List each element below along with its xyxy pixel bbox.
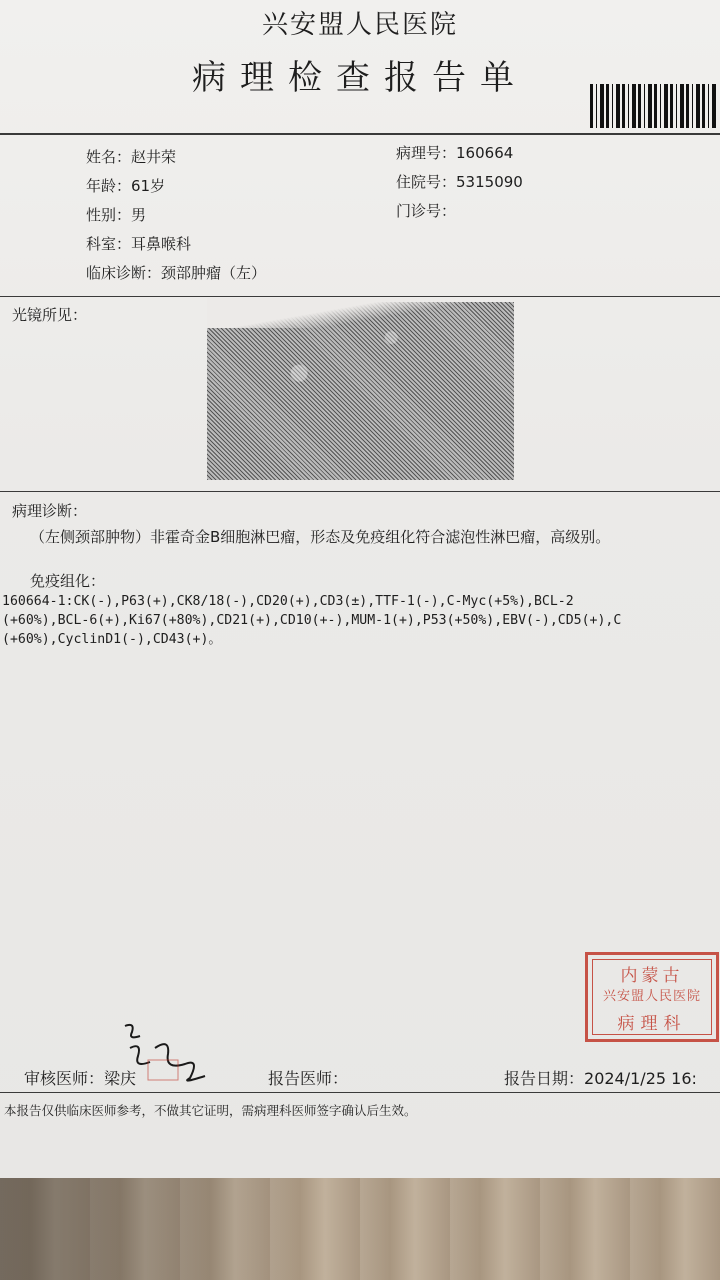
reporter: 报告医师： bbox=[268, 1069, 349, 1088]
inpatient-number: 住院号：5315090 bbox=[396, 173, 523, 191]
diagnosis-text: （左侧颈部肿物）非霍奇金B细胞淋巴瘤，形态及免疫组化符合滤泡性淋巴瘤，高级别。 bbox=[30, 528, 611, 546]
patient-name: 姓名：赵井荣 bbox=[86, 148, 177, 166]
ihc-label: 免疫组化： bbox=[30, 572, 106, 590]
ihc-line: (+60%),CyclinD1(-),CD43(+)。 bbox=[2, 632, 222, 647]
reviewer: 审核医师：梁庆 bbox=[24, 1069, 137, 1088]
report-title: 病理检查报告单 bbox=[192, 58, 528, 98]
footer-divider bbox=[0, 1092, 720, 1093]
pathology-stamp: 内蒙古 兴安盟人民医院 病理科 bbox=[585, 952, 719, 1042]
ihc-results bbox=[2, 592, 621, 649]
microscope-label: 光镜所见： bbox=[12, 306, 88, 324]
ihc-line: 160664-1:CK(-),P63(+),CK8/18(-),CD20(+),CD3(±),TTF-1(-),C-Myc(+5%),BCL-2 bbox=[2, 594, 574, 609]
patient-sex: 性别：男 bbox=[86, 206, 147, 224]
microscopy-image bbox=[207, 302, 514, 480]
barcode bbox=[590, 84, 718, 128]
microscopy-image-edge bbox=[207, 298, 514, 328]
shadow bbox=[0, 1178, 300, 1280]
pathology-number: 病理号：160664 bbox=[396, 144, 514, 162]
diagnosis-label: 病理诊断： bbox=[12, 502, 88, 520]
patient-age: 年龄：61岁 bbox=[86, 177, 166, 195]
ihc-line: (+60%),BCL-6(+),Ki67(+80%),CD21(+),CD10(+-),MUM-1(+),P53(+50%),EBV(-),CD5(+),C bbox=[2, 613, 622, 628]
hospital-name: 兴安盟人民医院 bbox=[261, 10, 458, 40]
outpatient-number: 门诊号： bbox=[396, 202, 457, 220]
header-divider bbox=[0, 133, 720, 135]
patient-dept: 科室：耳鼻喉科 bbox=[86, 235, 192, 253]
report-date: 报告日期：2024/1/25 16: bbox=[504, 1069, 697, 1088]
section-divider-1 bbox=[0, 296, 720, 297]
clinical-diagnosis: 临床诊断：颈部肿瘤（左） bbox=[86, 264, 267, 282]
disclaimer: 本报告仅供临床医师参考，不做其它证明，需病理科医师签字确认后生效。 bbox=[4, 1103, 417, 1118]
section-divider-2 bbox=[0, 491, 720, 492]
